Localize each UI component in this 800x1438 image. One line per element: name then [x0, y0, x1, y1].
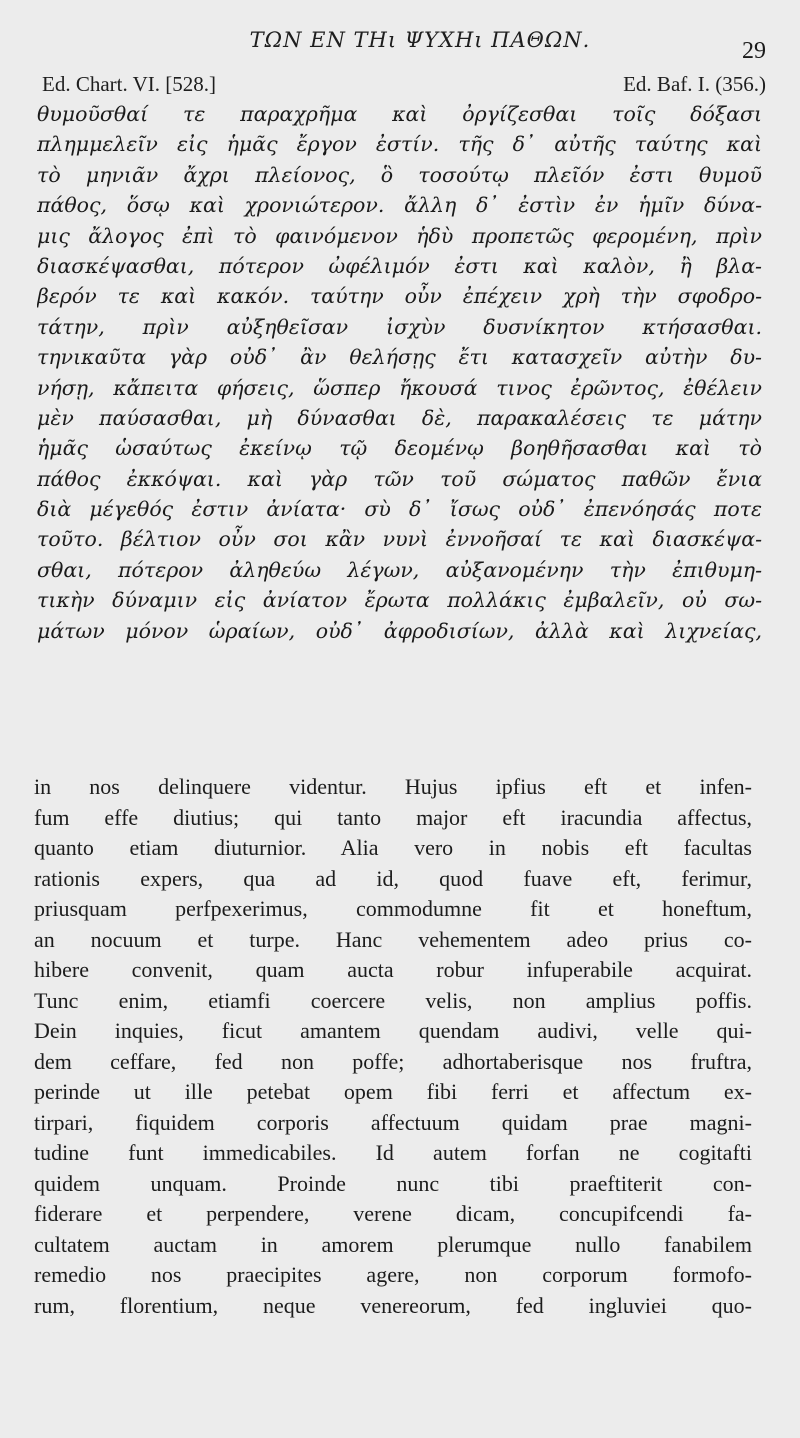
greek-text-line: τάτην, πρὶν αὐξηθεῖσαν ἰσχὺν δυσνίκητον κτήσασθαι.: [37, 314, 762, 339]
latin-text-line: an nocuum et turpe. Hanc vehementem adeo prius co-: [34, 926, 752, 952]
latin-text-line: perinde ut ille petebat opem fibi ferri et affectum ex-: [34, 1079, 752, 1104]
latin-text-line: quanto etiam diuturnior. Alia vero in nobis eft facultas: [34, 835, 752, 860]
greek-text-line: πάθος ἐκκόψαι. καὶ γὰρ τῶν τοῦ σώματος παθῶν ἔνια: [37, 466, 762, 491]
greek-text-line: μὲν παύσασθαι, μὴ δύνασθαι δὲ, παρακαλέσεις τε μάτην: [37, 405, 762, 430]
greek-text-line: μις ἄλογος ἐπὶ τὸ φαινόμενον ἡδὺ προπετῶς φερομένη, πρὶν: [37, 223, 762, 248]
latin-text-line: priusquam perfpexerimus, commodumne fit et honeftum,: [34, 896, 752, 921]
greek-text-line: τοῦτο. βέλτιον οὖν σοι κἂν νυνὶ ἐννοῆσαί τε καὶ διασκέψα-: [37, 527, 762, 552]
latin-text-line: remedio nos praecipites agere, non corporum formofo-: [34, 1262, 752, 1287]
latin-text-line: hibere convenit, quam aucta robur infuperabile acquirat.: [34, 957, 752, 982]
greek-text-line: τὸ μηνιᾶν ἄχρι πλείονος, ὃ τοσούτῳ πλεῖόν ἐστι θυμοῦ: [37, 162, 762, 187]
latin-text-line: Tunc enim, etiamfi coercere velis, non amplius poffis.: [34, 987, 752, 1013]
edition-basel-reference: Ed. Baf. I. (356.): [623, 72, 766, 96]
greek-text-line: νήσῃ, κἄπειτα φήσεις, ὥσπερ ἤκουσά τινος ἐρῶντος, ἐθέλειν: [37, 375, 762, 400]
latin-text-line: fum effe diutius; qui tanto major eft iracundia affectus,: [34, 804, 752, 830]
greek-text-line: πάθος, ὅσῳ καὶ χρονιώτερον. ἄλλη δ᾽ ἐστὶν ἐν ἡμῖν δύνα-: [37, 193, 762, 218]
greek-text-line: τικὴν δύναμιν εἰς ἀνίατον ἔρωτα πολλάκις ἐμβαλεῖν, οὐ σω-: [37, 588, 762, 613]
greek-text-line: θυμοῦσθαί τε παραχρῆμα καὶ ὀργίζεσθαι τοῖς δόξασι: [37, 102, 762, 126]
running-head: ΤΩΝ ΕΝ ΤΗι ΨΥΧΗι ΠΑΘΩΝ.: [249, 28, 591, 52]
latin-text-line: rationis expers, qua ad id, quod fuave eft, ferimur,: [34, 865, 752, 891]
greek-text-block: [37, 99, 762, 646]
greek-text-line: μάτων μόνον ὡραίων, οὐδ᾽ ἀφροδισίων, ἀλλὰ καὶ λιχνείας,: [37, 618, 762, 643]
latin-text-line: cultatem auctam in amorem plerumque nullo fanabilem: [34, 1231, 752, 1257]
latin-text-line: tudine funt immedicabiles. Id autem forfan ne cogitafti: [34, 1140, 752, 1165]
latin-text-line: tirpari, fiquidem corporis affectuum quidam prae magni-: [34, 1109, 752, 1135]
greek-text-line: διὰ μέγεθός ἐστιν ἀνίατα· σὺ δ᾽ ἴσως οὐδ᾽ ἐπενόησάς ποτε: [37, 497, 762, 522]
latin-text-block: [34, 772, 752, 1321]
latin-text-line: Dein inquies, ficut amantem quendam audivi, velle qui-: [34, 1018, 752, 1043]
greek-text-line: ἡμᾶς ὡσαύτως ἐκείνῳ τῷ δεομένῳ βοηθῆσασθαι καὶ τὸ: [37, 436, 762, 461]
page-number: 29: [742, 38, 766, 64]
greek-text-line: βερόν τε καὶ κακόν. ταύτην οὖν ἐπέχειν χρὴ τὴν σφοδρο-: [37, 284, 762, 309]
latin-text-line: dem ceffare, fed non poffe; adhortaberisque nos fruftra,: [34, 1048, 752, 1074]
greek-text-line: σθαι, πότερον ἀληθεύω λέγων, αὐξανομένην τὴν ἐπιθυμη-: [37, 557, 762, 582]
latin-text-line: in nos delinquere videntur. Hujus ipfius eft et infen-: [34, 774, 752, 799]
latin-text-line: fiderare et perpendere, verene dicam, concupifcendi fa-: [34, 1201, 752, 1226]
latin-text-line: rum, florentium, neque venereorum, fed ingluviei quo-: [34, 1292, 752, 1318]
greek-text-line: πλημμελεῖν εἰς ἡμᾶς ἔργον ἐστίν. τῆς δ᾽ αὐτῆς ταύτης καὶ: [37, 132, 762, 157]
edition-references: [42, 72, 766, 102]
edition-chartier-reference: Ed. Chart. VI. [528.]: [42, 72, 216, 96]
greek-text-line: τηνικαῦτα γὰρ οὐδ᾽ ἂν θελήσῃς ἔτι κατασχεῖν αὐτὴν δυ-: [37, 345, 762, 370]
latin-text-line: quidem unquam. Proinde nunc tibi praeftiterit con-: [34, 1170, 752, 1196]
greek-text-line: διασκέψασθαι, πότερον ὠφέλιμόν ἐστι καὶ καλὸν, ἢ βλα-: [37, 253, 762, 278]
